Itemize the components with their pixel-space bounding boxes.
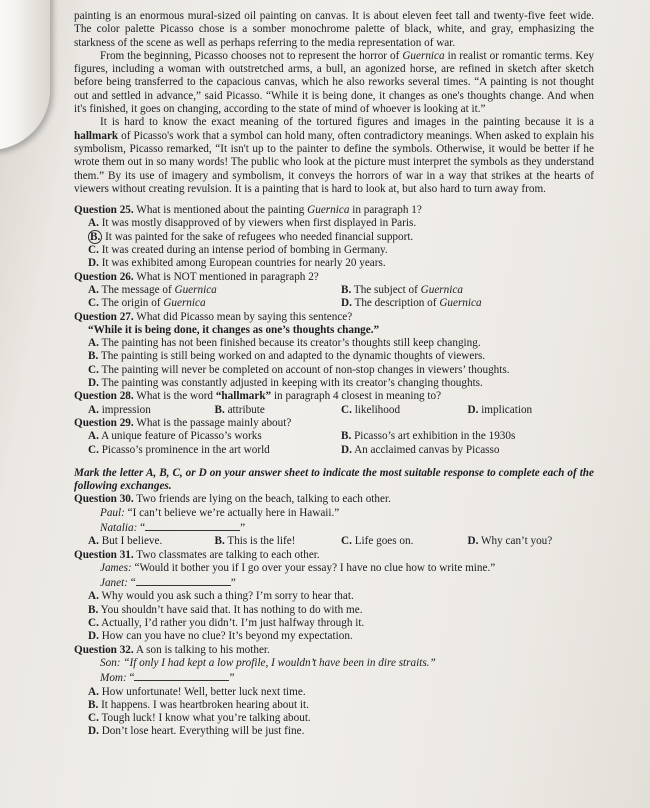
q31-line-1: James: “Would it bother you if I go over your essay? I have no clue how to write mine.” — [100, 561, 496, 574]
q32-line-1: Son: “If only I had kept a low profile, I wouldn’t have been in dire straits.” — [100, 656, 436, 669]
question-29: Question 29. What is the passage mainly about? — [74, 416, 292, 429]
q28-option-b[interactable]: B. attribute — [214, 403, 265, 416]
q31-option-d[interactable]: D. How can you have no clue? It’s beyond my expectation. — [88, 630, 353, 643]
q32-option-b[interactable]: B. It happens. I was heartbroken hearing about it. — [88, 698, 309, 711]
q25-option-c[interactable]: C. It was created during an intense period of bombing in Germany. — [88, 244, 388, 257]
circled-answer-mark: B. — [90, 230, 101, 243]
q28-option-d[interactable]: D. implication — [467, 403, 533, 416]
answer-blank[interactable] — [136, 575, 231, 586]
q27-quote: “While it is being done, it changes as one’s thoughts change.” — [88, 323, 380, 336]
q30-line-1: Paul: “I can’t believe we’re actually here in Hawaii.” — [100, 506, 340, 519]
q32-option-d[interactable]: D. Don’t lose heart. Everything will be just fine. — [88, 725, 305, 738]
question-25: Question 25. What is mentioned about the painting Guernica in paragraph 1? — [74, 204, 422, 217]
q31-option-a[interactable]: A. Why would you ask such a thing? I’m sorry to hear that. — [88, 590, 354, 603]
q30-line-2: Natalia: “ ” — [100, 521, 246, 534]
q29-option-d[interactable]: D. An acclaimed canvas by Picasso — [341, 443, 500, 456]
q25-option-d[interactable]: D. It was exhibited among European countries for nearly 20 years. — [88, 257, 386, 270]
q31-option-c[interactable]: C. Actually, I’d rather you didn’t. I’m just halfway through it. — [88, 617, 365, 630]
q30-option-c[interactable]: C. Life goes on. — [341, 535, 414, 548]
q29-options-row-1 — [88, 430, 594, 443]
document-content — [74, 10, 594, 739]
question-28: Question 28. What is the word “hallmark” in paragraph 4 closest in meaning to? — [74, 390, 442, 403]
q29-option-b[interactable]: B. Picasso’s art exhibition in the 1930s — [341, 430, 516, 443]
paragraph-3: It is hard to know the exact meaning of the tortured figures and images in the painting because it is a hallmark of Picasso's work that a symbol can hold many, often contradictory meanings. When asked to explain his symbolism, Picasso remarked, “It isn't up to the painter to define the symbols. Otherwise, it would be better if he wrote them out in so many words! The public who look at the picture must interpret the symbols as they understand them.” By its use of imagery and symbolism, it conveys the horrors of war in a way that strikes at the hearts of viewers without creating revulsion. It is a painting that is hard to look at, but also hard to turn away from. — [74, 116, 594, 195]
q30-option-a[interactable]: A. But I believe. — [88, 535, 163, 548]
q26-options-row-1 — [88, 284, 594, 297]
q28-options-row — [88, 404, 594, 417]
q32-option-a[interactable]: A. How unfortunate! Well, better luck next time. — [88, 685, 306, 698]
q29-option-c[interactable]: C. Picasso’s prominence in the art world — [88, 443, 270, 456]
q26-option-c[interactable]: C. The origin of Guernica — [88, 297, 206, 310]
q27-option-b[interactable]: B. The painting is still being worked on and adapted to the dynamic thoughts of viewers. — [88, 350, 486, 363]
section-instruction: Mark the letter A, B, C, or D on your answer sheet to indicate the most suitable response to complete each of the following exchanges. — [74, 466, 594, 493]
q32-option-c[interactable]: C. Tough luck! I know what you’re talking about. — [88, 712, 311, 725]
q25-option-b[interactable]: B. It was painted for the sake of refugees who needed financial support. — [90, 230, 414, 243]
q26-option-d[interactable]: D. The description of Guernica — [341, 297, 482, 310]
q30-option-d[interactable]: D. Why can’t you? — [467, 535, 553, 548]
q25-option-a[interactable]: A. It was mostly disapproved of by viewers when first displayed in Paris. — [88, 217, 417, 230]
q31-line-2: Janet: “ ” — [100, 577, 236, 590]
question-27: Question 27. What did Picasso mean by saying this sentence? — [74, 310, 353, 323]
q32-line-2: Mom: “ ” — [100, 672, 235, 685]
question-32: Question 32. A son is talking to his mother. — [74, 643, 270, 656]
answer-blank[interactable] — [134, 670, 229, 681]
answer-blank[interactable] — [145, 520, 240, 531]
q29-option-a[interactable]: A. A unique feature of Picasso’s works — [88, 430, 262, 443]
q27-option-d[interactable]: D. The painting was constantly adjusted in keeping with its creator’s changing thoughts. — [88, 377, 483, 390]
q28-option-c[interactable]: C. likelihood — [341, 403, 401, 416]
q26-option-b[interactable]: B. The subject of Guernica — [341, 283, 463, 296]
q30-option-b[interactable]: B. This is the life! — [214, 535, 296, 548]
q31-option-b[interactable]: B. You shouldn’t have said that. It has nothing to do with me. — [88, 603, 363, 616]
folded-page-corner — [0, 0, 50, 150]
paragraph-2: From the beginning, Picasso chooses not to represent the horror of Guernica in realist or romantic terms. Key figures, including a woman with outstretched arms, a bull, an agonized horse, are refined in sketch after sketch before being transferred to the capacious canvas, which he also reworks several times. “A painting is not thought out and settled in advance,” said Picasso. “While it is being done, it changes as one's thoughts change. And when it's finished, it goes on changing, according to the state of mind of whoever is looking at it.” — [74, 49, 594, 116]
q27-option-a[interactable]: A. The painting has not been finished because its creator’s thoughts still keep changing. — [88, 337, 481, 350]
question-26: Question 26. What is NOT mentioned in paragraph 2? — [74, 270, 319, 283]
paragraph-1-tail: painting is an enormous mural-sized oil painting on canvas. It is about eleven feet tall and twenty-five feet wide. The color palette Picasso chose is a somber monochrome palette of black, white, and gray, emphasizing the starkness of the scene as well as perhaps referring to the media representation of war. — [74, 10, 594, 49]
q26-options-row-2 — [88, 297, 594, 310]
q26-option-a[interactable]: A. The message of Guernica — [88, 283, 217, 296]
question-30: Question 30. Two friends are lying on the beach, talking to each other. — [74, 493, 391, 506]
question-31: Question 31. Two classmates are talking to each other. — [74, 548, 320, 561]
q27-option-c[interactable]: C. The painting will never be completed on account of non-stop changes in viewers’ thoughts. — [88, 363, 510, 376]
q29-options-row-2 — [88, 444, 594, 457]
q28-option-a[interactable]: A. impression — [88, 403, 151, 416]
q30-options-row — [88, 535, 594, 548]
